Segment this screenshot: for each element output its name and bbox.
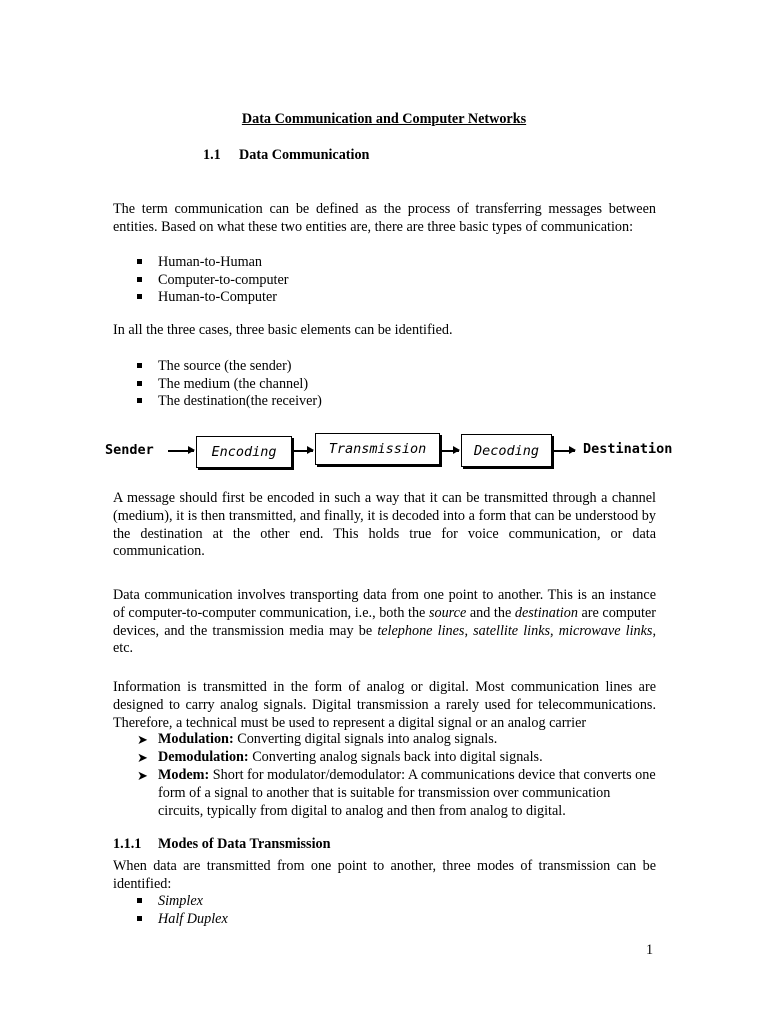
bullet-square-icon [137, 363, 142, 368]
data-communication-paragraph: Data communication involves transporting data from one point to another. This is an instance of computer-to-computer communication, i.e., both the source and the destination are computer devices, and the transmission media may be telephone lines, satellite links, microwave links, etc. [113, 587, 657, 657]
bullet-square-icon [137, 916, 142, 921]
elements-intro: In all the three cases, three basic elements can be identified. [113, 322, 453, 338]
intro-paragraph: The term communication can be defined as the process of transferring messages between entities. Based on what these two entities are, there are three basic types of communication: [113, 201, 656, 235]
list-item: ➤ Demodulation: Converting analog signals back into digital signals. [137, 748, 543, 765]
arrow-bullet-icon: ➤ [137, 749, 148, 765]
arrow-bullet-icon: ➤ [137, 732, 148, 747]
bullet-square-icon [137, 294, 142, 299]
section-title: Data Communication [239, 147, 370, 163]
diagram-box-transmission: Transmission [315, 433, 440, 465]
document-title: Data Communication and Computer Networks [241, 111, 527, 127]
transmission-modes-list [137, 893, 228, 928]
arrow-right-icon [294, 450, 313, 452]
diagram-box-encoding: Encoding [196, 436, 292, 468]
section-heading-1-1-1 [113, 836, 331, 853]
list-item: Half Duplex [137, 911, 228, 929]
basic-elements-list [137, 358, 322, 411]
message-paragraph: A message should first be encoded in such a way that it can be transmitted through a channel (medium), it is then transmitted, and finally, it is decoded into a form that can be understood by the destination at the other end. This holds true for voice communication, or data communication. [113, 490, 656, 560]
list-item: The source (the sender) [137, 358, 322, 376]
section-heading-1-1 [203, 147, 369, 164]
bullet-square-icon [137, 381, 142, 386]
list-item: ➤ Modem: Short for modulator/demodulator: A communications device that converts one form of a signal to another that is suitable for transmission over communication circuits, typically from digital to analog and then from analog to digital. [137, 766, 656, 819]
list-item: ➤ Modulation: Converting digital signals into analog signals. [137, 731, 498, 747]
modes-paragraph: When data are transmitted from one point to another, three modes of transmission can be identified: [113, 858, 656, 892]
section-number: 1.1 [203, 147, 221, 163]
page-number: 1 [646, 942, 654, 958]
arrow-right-icon [168, 450, 194, 452]
communication-types-list [137, 254, 289, 307]
bullet-square-icon [137, 898, 142, 903]
section-number: 1.1.1 [113, 836, 142, 852]
diagram-box-decoding: Decoding [461, 434, 552, 467]
bullet-square-icon [137, 398, 142, 403]
list-item: Simplex [137, 893, 228, 911]
modulation-terms-list [137, 731, 656, 821]
list-item: Computer-to-computer [137, 272, 289, 290]
information-paragraph: Information is transmitted in the form of analog or digital. Most communication lines are designed to carry analog signals. Digital transmission a rarely used for telecommunications. Therefore, a technical must be used to represent a digital signal or an analog carrier [113, 679, 656, 731]
arrow-right-icon [442, 450, 459, 452]
bullet-square-icon [137, 259, 142, 264]
section-title: Modes of Data Transmission [158, 836, 331, 852]
arrow-bullet-icon: ➤ [137, 767, 148, 783]
list-item: The destination(the receiver) [137, 393, 322, 411]
diagram-destination-label: Destination [583, 441, 673, 457]
list-item: Human-to-Computer [137, 289, 289, 307]
bullet-square-icon [137, 277, 142, 282]
arrow-right-icon [554, 450, 575, 452]
diagram-sender-label: Sender [105, 442, 154, 458]
list-item: The medium (the channel) [137, 376, 322, 394]
list-item: Human-to-Human [137, 254, 289, 272]
